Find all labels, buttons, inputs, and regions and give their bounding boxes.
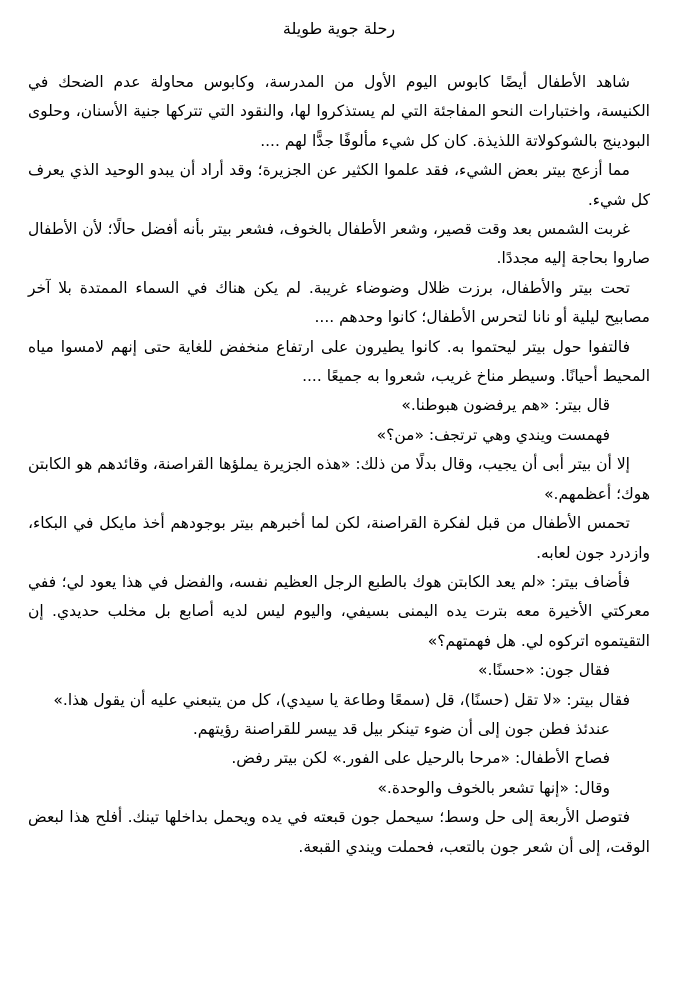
dialogue-paragraph: فقال جون: «حسنًا.» (478, 661, 610, 680)
body-paragraph: فأضاف بيتر: «لم يعد الكابتن هوك بالطبع الرجل العظيم نفسه، والفضل في هذا يعود لي؛ ففي معركتي الأخيرة معه بترت يده اليمنى بسيفي، واليوم ليس لديه أصابع بل مخلب حديدي. إن التقيتموه اتركوه لي. هل فهمتهم؟» (28, 572, 650, 650)
body-paragraph: إلا أن بيتر أبى أن يجيب، وقال بدلًا من ذلك: «هذه الجزيرة يملؤها القراصنة، وقائدهم هو الكابتن هوك؛ أعظمهم.» (28, 455, 650, 503)
body-paragraph: شاهد الأطفال أيضًا كابوس اليوم الأول من المدرسة، وكابوس محاولة عدم الضحك في الكنيسة، واختبارات النحو المفاجئة التي لم يستذكروا لها، والنقود التي تتركها جنية الأسنان، وحلوى البودينج بالشوكولاتة اللذيذة. كان كل شيء مألوفًا جدًّا لهم .... (28, 73, 650, 150)
dialogue-paragraph: وقال: «إنها تشعر بالخوف والوحدة.» (377, 778, 610, 797)
body-paragraph: تحمس الأطفال من قبل لفكرة القراصنة، لكن لما أخبرهم بيتر بوجودهم أخذ مايكل في البكاء، وازدرد جون لعابه. (28, 514, 650, 562)
body-paragraph: تحت بيتر والأطفال، برزت ظلال وضوضاء غريبة. لم يكن هناك في السماء الممتدة بلا آخر مصابيح ليلية أو نانا لتحرس الأطفال؛ كانوا وحدهم .... (28, 278, 650, 327)
body-paragraph: غربت الشمس بعد وقت قصير، وشعر الأطفال بالخوف، فشعر بيتر بأنه أفضل حالًا؛ لأن الأطفال صاروا بحاجة إليه مجددًا. (28, 220, 650, 268)
dialogue-paragraph: قال بيتر: «هم يرفضون هبوطنا.» (401, 396, 610, 415)
dialogue-paragraph: فصاح الأطفال: «مرحا بالرحيل على الفور.» لكن بيتر رفض. (231, 749, 610, 768)
body-text (28, 68, 650, 862)
dialogue-paragraph: فهمست ويندي وهي ترتجف: «من؟» (376, 425, 610, 444)
page-title: رحلة جوية طويلة (282, 19, 396, 38)
body-paragraph: فقال بيتر: «لا تقل (حسنًا)، قل (سمعًا وطاعة يا سيدي)، كل من يتبعني عليه أن يقول هذا.» (53, 690, 630, 709)
body-paragraph: فتوصل الأربعة إلى حل وسط؛ سيحمل جون قبعته في يده ويحمل بداخلها تينك. أفلح هذا لبعض الوقت، إلى أن شعر جون بالتعب، فحملت ويندي القبعة. (28, 808, 650, 856)
body-paragraph: مما أزعج بيتر بعض الشيء، فقد علموا الكثير عن الجزيرة؛ وقد أراد أن يبدو الوحيد الذي يعرف كل شيء. (28, 161, 650, 209)
dialogue-paragraph: عندئذ فطن جون إلى أن ضوء تينكر بيل قد ييسر للقراصنة رؤيتهم. (192, 719, 610, 738)
body-paragraph: فالتفوا حول بيتر ليحتموا به. كانوا يطيرون على ارتفاع منخفض للغاية حتى إنهم لامسوا مياه المحيط أحيانًا. وسيطر مناخ غريب، شعروا به جميعًا .... (28, 337, 650, 386)
